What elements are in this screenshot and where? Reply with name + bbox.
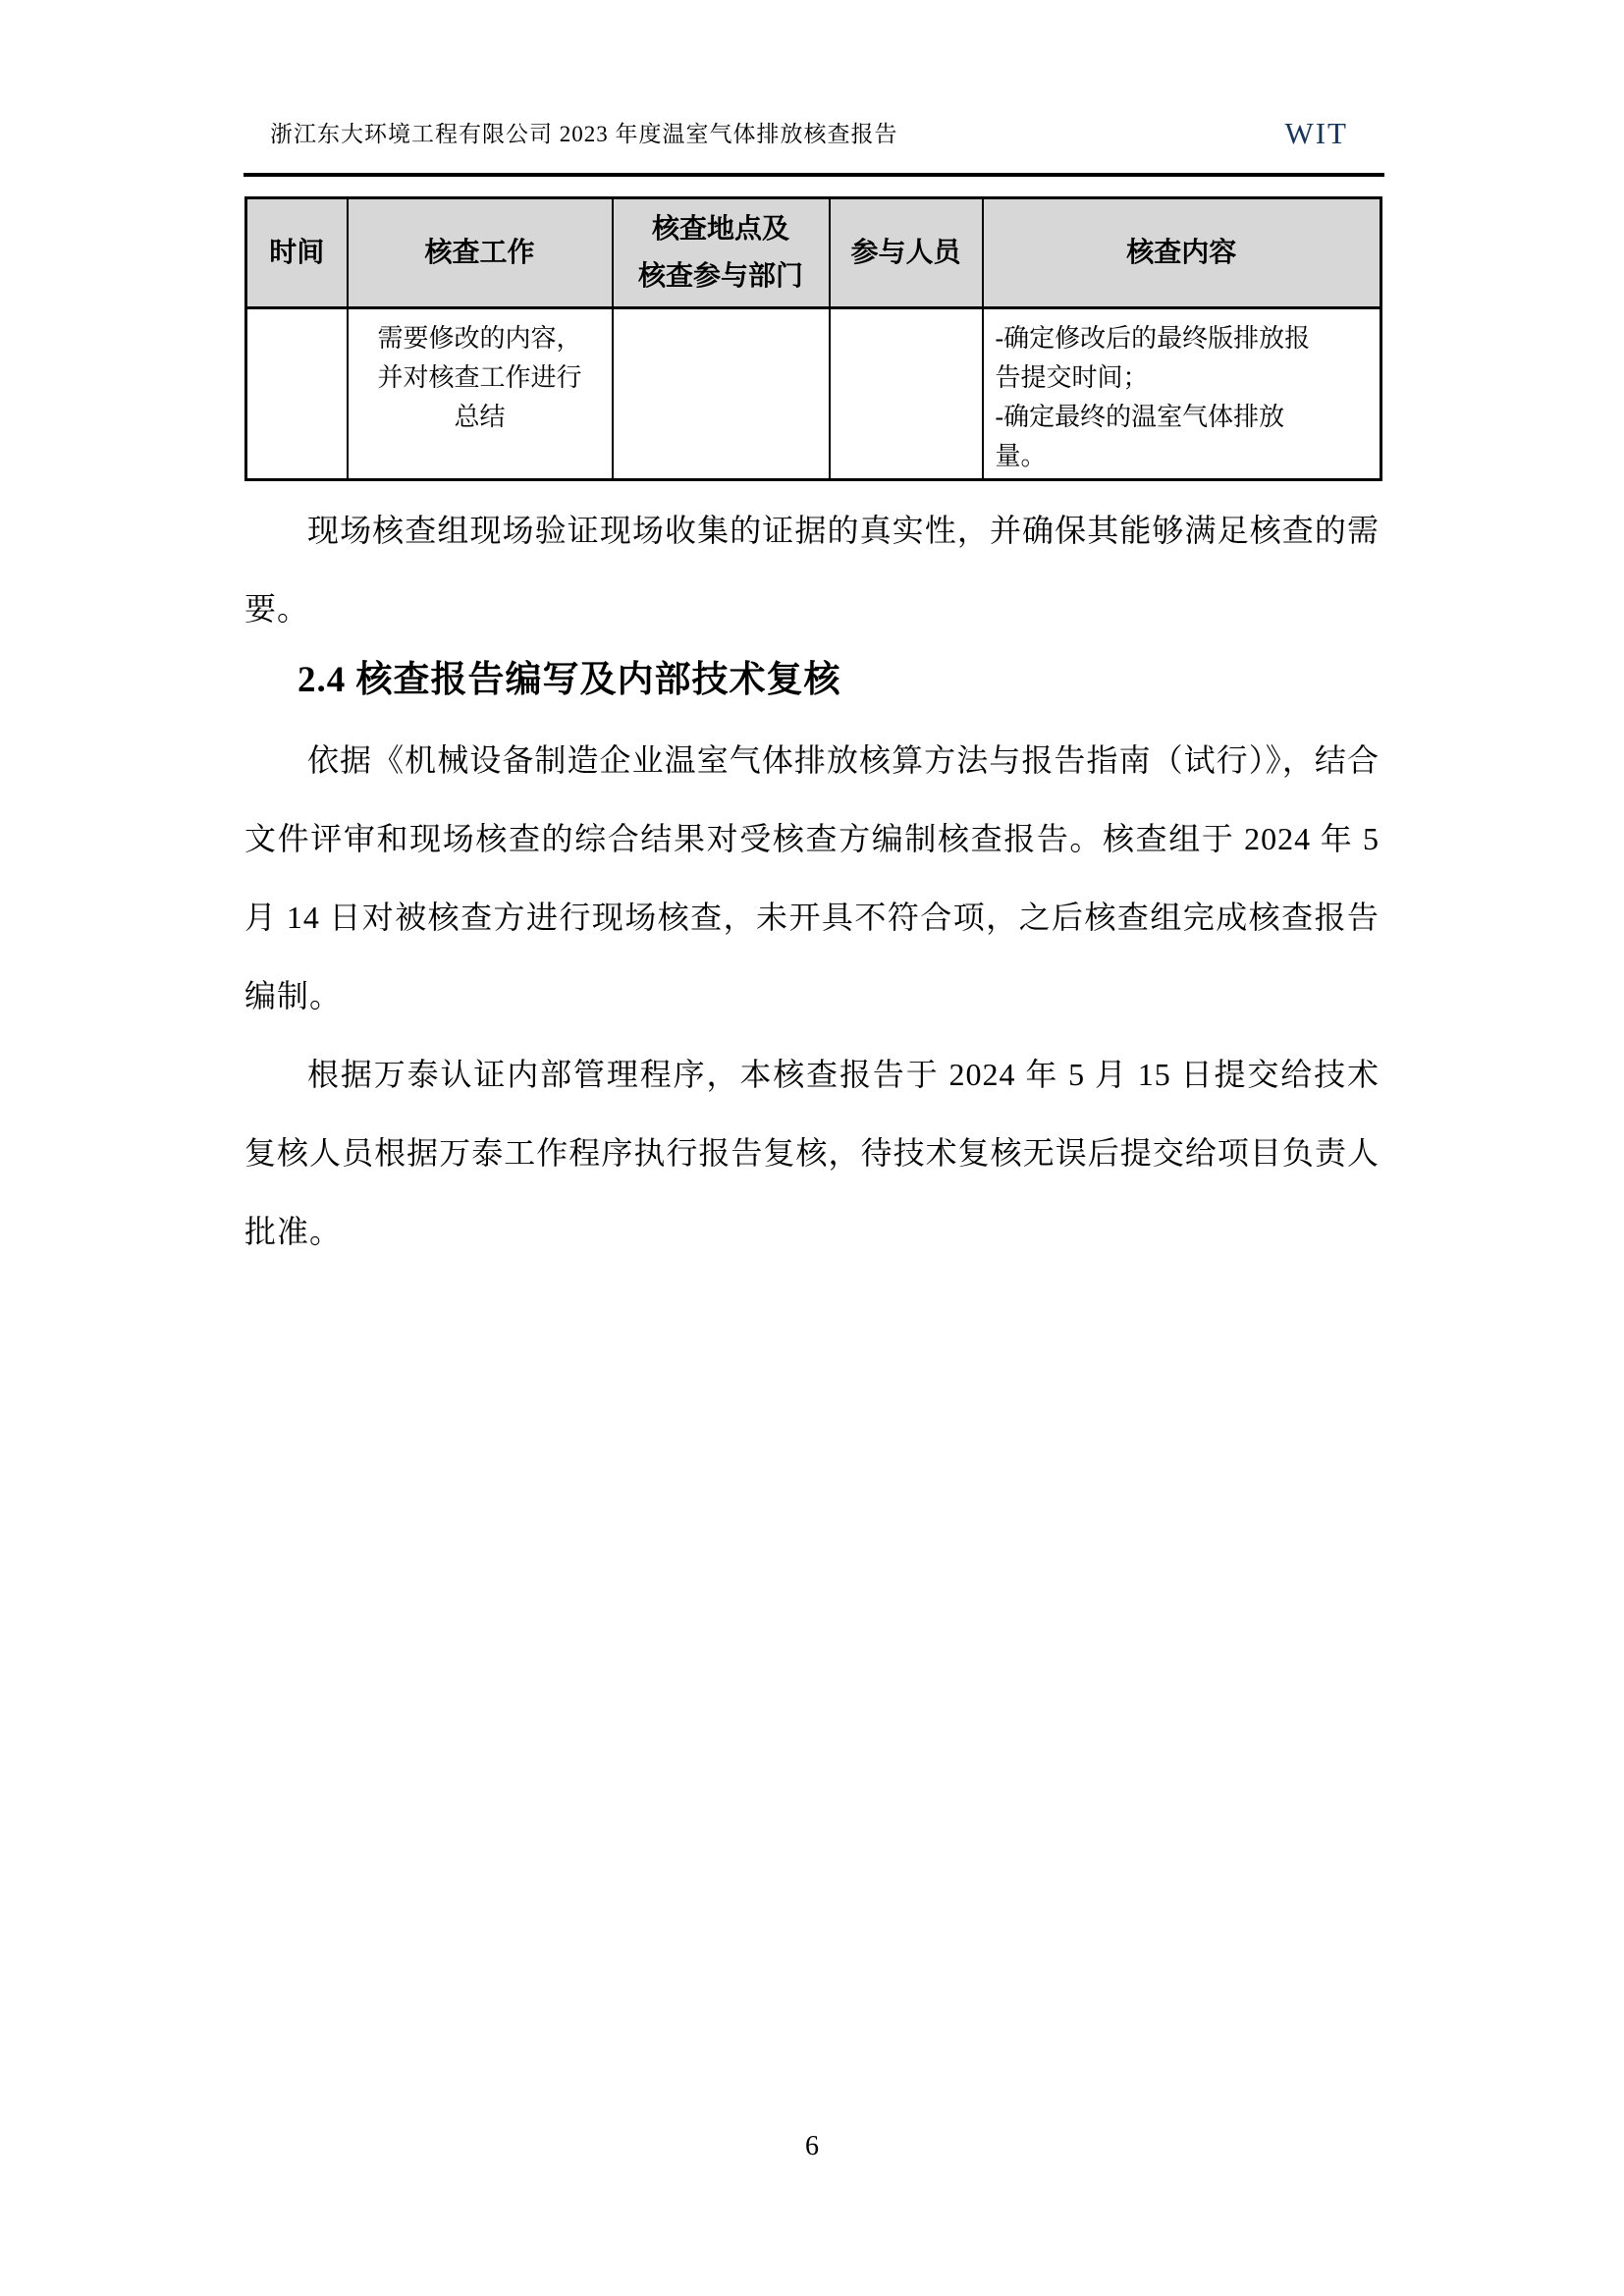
report-header [244,116,1381,148]
cell-content-line2: 告提交时间； [995,363,1149,392]
report-title: 浙江东大环境工程有限公司 2023 年度温室气体排放核查报告 [270,122,898,146]
paragraph-report-compilation: 依据《机械设备制造企业温室气体排放核算方法与报告指南（试行）》，结合文件评审和现场核查的综合结果对受核查方编制核查报告。核查组于 2024 年 5 月 14 日对被核查方进行现场核查，未开具不符合项，之后核查组完成核查报告编制。 [244,742,1380,1013]
header-divider [244,173,1384,177]
table-row [246,308,1381,480]
section-heading-2-4: 2.4 核查报告编写及内部技术复核 [298,660,841,700]
document-body [244,483,1380,1271]
col-header-content: 核查内容 [983,198,1381,308]
col-header-location-line1: 核查地点及 [651,213,789,245]
cell-work [348,308,613,480]
cell-participants [830,308,983,480]
col-header-participants: 参与人员 [830,198,983,308]
cell-work-line2: 并对核查工作进行 [377,363,582,392]
cell-work-line1: 需要修改的内容， [377,324,582,353]
page-number: 6 [805,2131,819,2161]
cell-content-line4: 量。 [995,442,1047,470]
cell-content-line3: -确定最终的温室气体排放 [995,403,1285,431]
col-header-work: 核查工作 [348,198,613,308]
table-header-row [246,198,1381,308]
paragraph-site-verification: 现场核查组现场验证现场收集的证据的真实性，并确保其能够满足核查的需要。 [244,513,1380,627]
paragraph-technical-review: 根据万泰认证内部管理程序，本核查报告于 2024 年 5 月 15 日提交给技术复核人员根据万泰工作程序执行报告复核，待技术复核无误后提交给项目负责人批准。 [244,1057,1380,1249]
wit-logo: WIT [1284,116,1348,150]
cell-location [613,308,830,480]
cell-work-line3: 总结 [454,403,506,431]
verification-schedule-table [244,196,1382,481]
col-header-location-dept [613,198,830,308]
col-header-location-line2: 核查参与部门 [637,260,803,292]
col-header-time: 时间 [246,198,348,308]
cell-time [246,308,348,480]
cell-content-line1: -确定修改后的最终版排放报 [995,324,1311,353]
cell-content [983,308,1381,480]
